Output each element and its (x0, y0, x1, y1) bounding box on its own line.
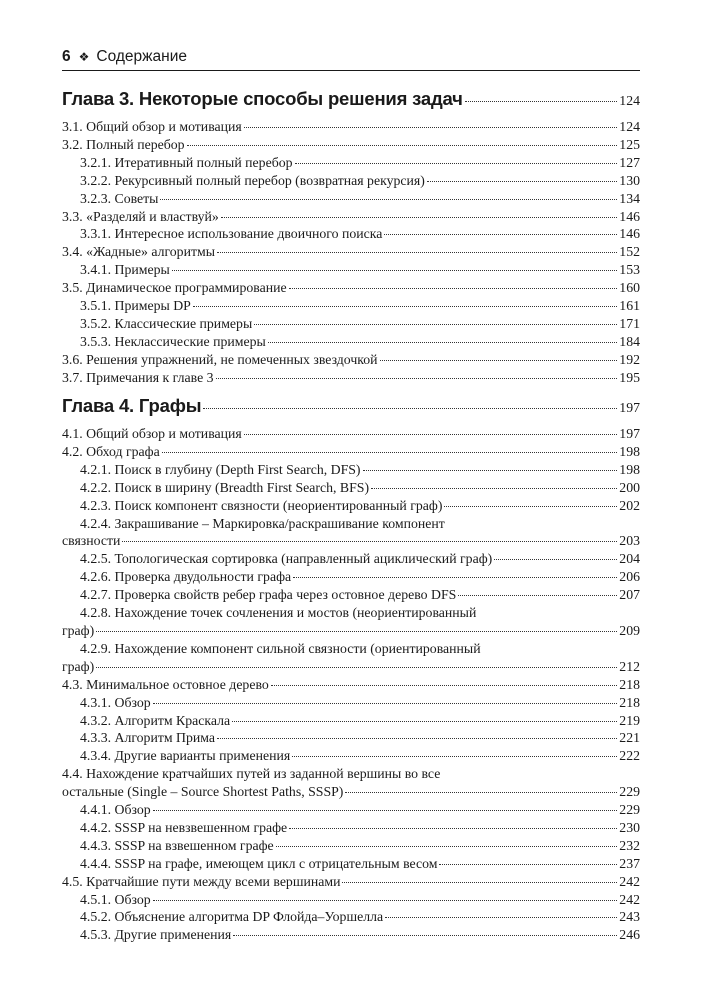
running-head (62, 48, 640, 66)
toc-entry-title: 4.3.2. Алгоритм Краскала (80, 712, 231, 728)
toc-entry-link[interactable] (80, 315, 640, 333)
toc-entry-title: 4.5. Кратчайшие пути между всеми вершинами (62, 873, 341, 889)
dot-leader (271, 685, 618, 686)
toc-entry-title: 4.3.4. Другие варианты применения (80, 748, 291, 764)
dot-leader (160, 199, 617, 200)
toc-page-number: 212 (619, 658, 640, 674)
toc-entry-link[interactable] (62, 208, 640, 226)
toc-entry-title: 3.2.3. Советы (80, 190, 159, 206)
toc-page-number: 197 (619, 400, 640, 415)
running-head-title: Содержание (96, 48, 187, 65)
dot-leader (217, 738, 617, 739)
dot-leader (292, 756, 617, 757)
toc-entry-title: Глава 3. Некоторые способы решения задач (62, 88, 463, 109)
toc-entry (62, 172, 640, 190)
dot-leader (193, 306, 617, 307)
toc-entry-title: 3.2.2. Рекурсивный полный перебор (возвратная рекурсия) (80, 172, 425, 188)
toc-entry-title: 4.2.2. Поиск в ширину (Breadth First Search, BFS) (80, 479, 370, 495)
toc-entry (62, 837, 640, 855)
toc-entry-link[interactable] (80, 837, 640, 855)
toc-entry (62, 550, 640, 568)
toc-page-number: 207 (619, 587, 640, 603)
dot-leader (232, 721, 617, 722)
toc-entry (62, 333, 640, 351)
toc-entry-title: связности (62, 533, 121, 549)
toc-entry-title: 4.4.2. SSSP на невзвешенном графе (80, 819, 288, 835)
toc-entry-title-line1: 4.2.9. Нахождение компонент сильной связности (ориентированный (80, 640, 481, 656)
toc-page-number: 218 (619, 694, 640, 710)
toc-page-number: 124 (619, 93, 640, 108)
toc-page-number: 146 (619, 226, 640, 242)
dot-leader (276, 846, 618, 847)
dot-leader (465, 101, 618, 102)
toc-page-number: 200 (619, 479, 640, 495)
toc-page-number: 203 (619, 533, 640, 549)
dot-leader (293, 577, 617, 578)
toc-entry (62, 515, 640, 551)
toc-entry (62, 712, 640, 730)
toc-entry-link[interactable] (62, 425, 640, 443)
toc-entry-title: 3.3.1. Интересное использование двоичного поиска (80, 226, 383, 242)
toc-entry-link[interactable] (62, 351, 640, 369)
toc-entry-link[interactable] (80, 297, 640, 315)
toc-entry-link[interactable] (80, 154, 640, 172)
dot-leader (295, 163, 618, 164)
toc-entry (62, 118, 640, 136)
toc-entry (62, 694, 640, 712)
toc-entry (62, 765, 640, 801)
toc-entry-link[interactable] (80, 891, 640, 909)
toc-page-number: 171 (619, 315, 640, 331)
toc-entry-title: граф) (62, 658, 95, 674)
toc-entry-link[interactable] (80, 333, 640, 351)
toc-entry (62, 801, 640, 819)
toc-page-number: 202 (619, 497, 640, 513)
toc-entry (62, 154, 640, 172)
toc-entry (62, 351, 640, 369)
toc-entry (62, 425, 640, 443)
toc-entry-title: 4.4.1. Обзор (80, 802, 151, 818)
dot-leader (385, 917, 617, 918)
toc-entry-title: 4.2.7. Проверка свойств ребер графа через остовное дерево DFS (80, 587, 457, 603)
dot-leader (244, 127, 618, 128)
toc-entry-title: 3.7. Примечания к главе 3 (62, 369, 214, 385)
toc-page-number: 230 (619, 819, 640, 835)
toc-entry-link[interactable] (80, 586, 640, 604)
toc-page-number: 198 (619, 443, 640, 459)
dot-leader (380, 360, 618, 361)
toc-entry-title: 3.5. Динамическое программирование (62, 280, 287, 296)
toc-page-number: 222 (619, 748, 640, 764)
dot-leader (494, 559, 617, 560)
toc-page-number: 206 (619, 569, 640, 585)
toc-entry (62, 369, 640, 387)
toc-entry-title: 3.2. Полный перебор (62, 136, 185, 152)
toc-entry-title: 4.2.3. Поиск компонент связности (неориентированный граф) (80, 497, 443, 513)
toc-entry-link[interactable] (62, 369, 640, 387)
chapter-heading-link[interactable] (62, 88, 640, 118)
toc-page-number: 134 (619, 190, 640, 206)
toc-entry-title: 4.3.1. Обзор (80, 694, 151, 710)
chapter-heading (62, 88, 640, 118)
toc-entry-link[interactable] (80, 190, 640, 208)
toc-entry-link[interactable] (80, 694, 640, 712)
ornament-icon: ❖ (78, 50, 90, 64)
toc-page-number: 161 (619, 298, 640, 314)
toc-entry-title: 4.3.3. Алгоритм Прима (80, 730, 216, 746)
toc-entry (62, 208, 640, 226)
toc-page-number: 152 (619, 244, 640, 260)
toc-entry (62, 729, 640, 747)
toc-page-number: 130 (619, 172, 640, 188)
dot-leader (268, 342, 617, 343)
toc-entry-title: 4.5.2. Объяснение алгоритма DP Флойда–Уоршелла (80, 909, 384, 925)
header-rule (62, 70, 640, 71)
toc-page-number: 127 (619, 154, 640, 170)
toc-page-number: 209 (619, 622, 640, 638)
dot-leader (254, 324, 617, 325)
toc-entry (62, 819, 640, 837)
toc-page-number: 204 (619, 551, 640, 567)
toc-entry (62, 443, 640, 461)
toc-entry-link[interactable] (80, 172, 640, 190)
toc-entry (62, 461, 640, 479)
toc-entry-title: 4.3. Минимальное остовное дерево (62, 676, 269, 692)
dot-leader (289, 828, 617, 829)
toc-page-number: 243 (619, 909, 640, 925)
toc-entry-title: Глава 4. Графы (62, 395, 202, 416)
toc-entry-link[interactable] (80, 497, 640, 515)
toc-entry (62, 297, 640, 315)
toc-entry (62, 747, 640, 765)
toc-entry-title: 4.5.1. Обзор (80, 891, 151, 907)
toc-entry (62, 891, 640, 909)
toc-entry-title: 3.6. Решения упражнений, не помеченных звездочкой (62, 351, 378, 367)
dot-leader (216, 378, 618, 379)
dot-leader (96, 667, 617, 668)
toc-entry-link[interactable] (62, 658, 640, 676)
toc-page-number: 198 (619, 461, 640, 477)
toc-entry-title: 4.5.3. Другие применения (80, 927, 232, 943)
toc-entry-title: 3.1. Общий обзор и мотивация (62, 119, 242, 134)
dot-leader (172, 270, 618, 271)
toc-page-number: 242 (619, 873, 640, 889)
toc-entry (62, 136, 640, 154)
toc-entry-link[interactable] (80, 908, 640, 926)
dot-leader (444, 506, 617, 507)
toc-page-number: 184 (619, 333, 640, 349)
chapter-heading (62, 395, 640, 425)
toc-entry (62, 676, 640, 694)
dot-leader (233, 935, 617, 936)
dot-leader (153, 810, 618, 811)
toc-entry-link[interactable] (80, 461, 640, 479)
toc-entry-title: 3.5.3. Неклассические примеры (80, 333, 266, 349)
toc-entry-link[interactable] (80, 712, 640, 730)
dot-leader (439, 864, 617, 865)
chapter-3-section (62, 88, 640, 387)
toc-page-number: 229 (619, 784, 640, 800)
dot-leader (217, 252, 617, 253)
toc-entry-link[interactable] (80, 747, 640, 765)
dot-leader (96, 631, 617, 632)
dot-leader (244, 434, 618, 435)
toc-entry-link[interactable] (80, 926, 640, 944)
toc-entry (62, 568, 640, 586)
toc-entry-link[interactable] (62, 243, 640, 261)
toc-entry-title: 4.2.5. Топологическая сортировка (направленный ациклический граф) (80, 551, 493, 567)
toc-page-number: 229 (619, 802, 640, 818)
toc-entry-link[interactable] (80, 819, 640, 837)
dot-leader (122, 541, 617, 542)
toc-entry-title: 3.4. «Жадные» алгоритмы (62, 244, 215, 260)
toc-entry (62, 873, 640, 891)
toc-entry-title: 3.5.1. Примеры DP (80, 298, 191, 314)
toc-entry (62, 315, 640, 333)
dot-leader (342, 882, 617, 883)
toc-page-number: 246 (619, 927, 640, 943)
page-number: 6 (62, 48, 71, 65)
toc-entry-title: 4.2.1. Поиск в глубину (Depth First Search, DFS) (80, 461, 361, 477)
toc-entry-title: 4.1. Общий обзор и мотивация (62, 426, 242, 441)
toc-entry (62, 190, 640, 208)
toc-entry-title: остальные (Single – Source Shortest Paths, SSSP) (62, 784, 344, 800)
toc-page-number: 160 (619, 280, 640, 296)
toc-entry-link[interactable] (80, 225, 640, 243)
toc-page-number: 219 (619, 712, 640, 728)
chapter-heading-link[interactable] (62, 395, 640, 425)
toc-entry (62, 908, 640, 926)
toc-entry-link[interactable] (62, 532, 640, 550)
dot-leader (345, 792, 617, 793)
toc-entry-title: 4.2.6. Проверка двудольности графа (80, 569, 292, 585)
toc-entry-link[interactable] (62, 443, 640, 461)
toc-entry-link[interactable] (62, 622, 640, 640)
toc-entry (62, 479, 640, 497)
dot-leader (289, 288, 618, 289)
toc-entry-title: 3.4.1. Примеры (80, 262, 170, 278)
toc-entry (62, 640, 640, 676)
toc-entry-link[interactable] (80, 568, 640, 586)
toc-entry-title: 4.2. Обход графа (62, 443, 160, 459)
dot-leader (458, 595, 617, 596)
toc-entry-title-line1: 4.4. Нахождение кратчайших путей из заданной вершины во все (62, 766, 441, 782)
toc-entry (62, 855, 640, 873)
toc-entry-title-line1: 4.2.4. Закрашивание – Маркировка/раскрашивание компонент (80, 515, 445, 531)
toc-page-number: 124 (619, 119, 640, 134)
dot-leader (153, 703, 618, 704)
toc-page-number: 153 (619, 262, 640, 278)
dot-leader (162, 452, 618, 453)
toc-page-number: 197 (619, 426, 640, 441)
toc-page-number: 125 (619, 136, 640, 152)
toc-entry-link[interactable] (80, 261, 640, 279)
toc-entry-title: 4.4.3. SSSP на взвешенном графе (80, 837, 274, 853)
toc-page-number: 242 (619, 891, 640, 907)
toc-entry (62, 604, 640, 640)
toc-entry-title: граф) (62, 622, 95, 638)
dot-leader (363, 470, 618, 471)
toc-entry-link[interactable] (80, 729, 640, 747)
toc-entry (62, 586, 640, 604)
toc-entry-title: 4.4.4. SSSP на графе, имеющем цикл с отрицательным весом (80, 855, 438, 871)
dot-leader (384, 234, 617, 235)
toc-entry-link[interactable] (62, 279, 640, 297)
dot-leader (203, 408, 617, 409)
dot-leader (371, 488, 617, 489)
toc-page-number: 237 (619, 855, 640, 871)
toc-entry-link[interactable] (62, 136, 640, 154)
toc-entry-link[interactable] (62, 783, 640, 801)
dot-leader (153, 900, 618, 901)
toc-page-number: 146 (619, 208, 640, 224)
toc-entry (62, 243, 640, 261)
toc-entry-title: 3.2.1. Итеративный полный перебор (80, 154, 293, 170)
toc-entry-link[interactable] (62, 676, 640, 694)
dot-leader (187, 145, 618, 146)
toc-entry-link[interactable] (80, 550, 640, 568)
toc-page-number: 221 (619, 730, 640, 746)
toc-entry-link[interactable] (80, 479, 640, 497)
dot-leader (221, 217, 617, 218)
toc-page-number: 195 (619, 369, 640, 385)
toc-entry-link[interactable] (80, 855, 640, 873)
toc-entry-title: 3.5.2. Классические примеры (80, 315, 253, 331)
toc-entry-link[interactable] (62, 873, 640, 891)
chapter-4-section (62, 395, 640, 944)
toc-entry (62, 225, 640, 243)
toc-page-number: 192 (619, 351, 640, 367)
toc-entry-title-line1: 4.2.8. Нахождение точек сочленения и мостов (неориентированный (80, 605, 477, 621)
toc-entry-link[interactable] (80, 801, 640, 819)
toc-entry (62, 497, 640, 515)
toc-entry-title: 3.3. «Разделяй и властвуй» (62, 208, 219, 224)
toc-entry (62, 279, 640, 297)
toc-page-number: 232 (619, 837, 640, 853)
toc-entry (62, 926, 640, 944)
toc-page-number: 218 (619, 676, 640, 692)
toc-entry-link[interactable] (62, 118, 640, 136)
dot-leader (427, 181, 617, 182)
toc-entry (62, 261, 640, 279)
